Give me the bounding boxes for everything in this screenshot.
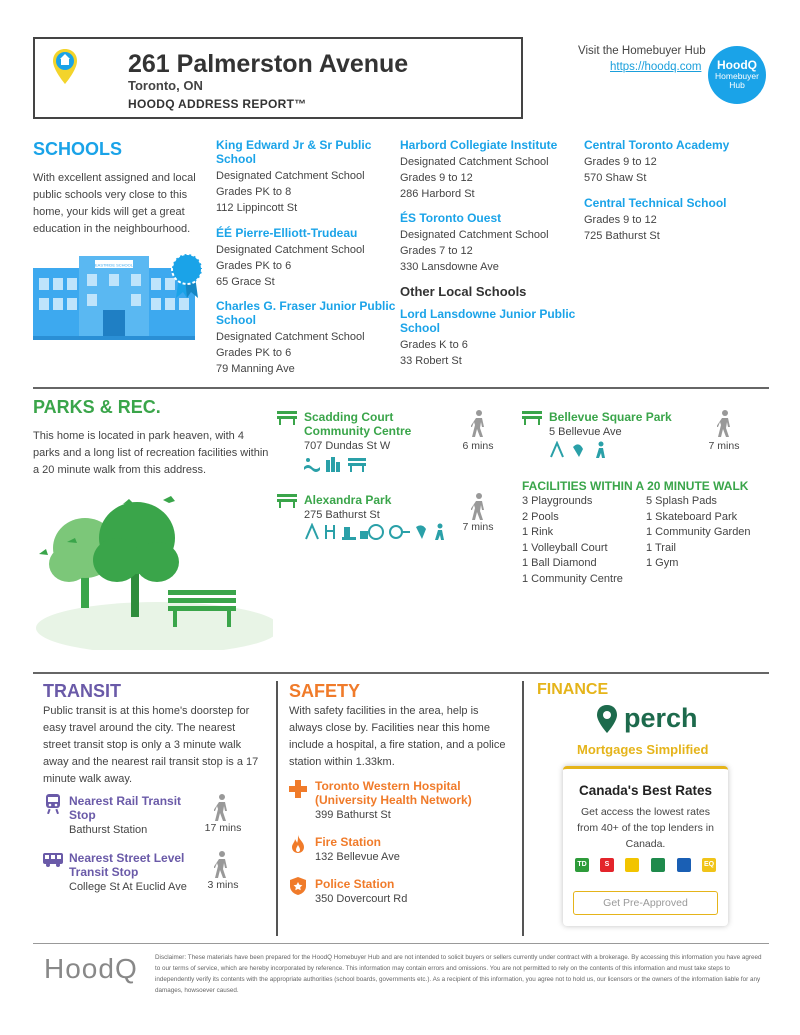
school-address: 79 Manning Ave — [216, 363, 295, 375]
facility-item: 1 Rink — [522, 526, 554, 538]
award-ribbon-icon — [170, 252, 204, 300]
school-address: 112 Lippincott St — [216, 202, 298, 214]
schools-description: With excellent assigned and local public schools very close to this home, your kids will get a great education in the neighbourhood. — [33, 172, 196, 235]
hospital-item[interactable] — [315, 779, 515, 823]
facilities-list-right — [646, 494, 751, 572]
school-address: 330 Lansdowne Ave — [400, 261, 499, 273]
school-card[interactable] — [216, 299, 396, 377]
bank-logo-icon: EQ — [702, 858, 716, 872]
park-bench-icon — [522, 411, 542, 425]
rail-transit-stop: Bathurst Station — [69, 824, 148, 836]
park-name[interactable]: Alexandra Park — [304, 493, 392, 507]
facility-item: 1 Volleyball Court — [522, 541, 608, 554]
disclaimer-text: Disclaimer: These materials have been prepared for the HoodQ Homebuyer Hub and are not intended to solicit buyers or sellers currently under contract with a brokerage. By accessing this information you have agreed to our terms of service, which are hereby incorporated by reference. This information may contain errors and omissions. You are not permitted to rely on the contents of this information and must take steps to independently verify its contents with the appropriate authorities (school boards, governments etc.). As a recipient of this information, you agree not to hold us, our licensors or the owners of the information liable for any damages, howsoever caused. — [155, 954, 762, 994]
school-type: Designated Catchment School — [216, 170, 365, 182]
facility-item: 1 Trail — [646, 541, 676, 554]
report-label: HOODQ ADDRESS REPORT™ — [128, 97, 307, 111]
school-name[interactable]: Central Technical School — [584, 196, 727, 210]
hospital-address: 399 Bathurst St — [315, 809, 391, 821]
parks-description: This home is located in park heaven, with 4 parks and a long list of recreation facilities within a 20 minute walk from this address. — [33, 430, 269, 476]
school-card[interactable] — [216, 138, 396, 216]
rates-card-text: Get access the lowest rates from 40+ of the top lenders in Canada. — [577, 806, 714, 850]
hospital-cross-icon — [289, 780, 307, 798]
school-type: Designated Catchment School — [400, 156, 549, 168]
school-grades: Grades PK to 8 — [216, 186, 292, 198]
facility-item: 1 Gym — [646, 557, 679, 569]
police-station-name[interactable]: Police Station — [315, 877, 395, 891]
school-name[interactable]: Lord Lansdowne Junior Public School — [400, 307, 576, 335]
rail-transit-item[interactable] — [69, 794, 194, 838]
park-item[interactable] — [304, 410, 454, 454]
school-grades: Grades 9 to 12 — [584, 214, 657, 226]
fire-station-address: 132 Bellevue Ave — [315, 851, 400, 863]
park-item[interactable] — [304, 493, 454, 523]
walk-time: 17 mins — [204, 822, 242, 834]
schools-section-title: SCHOOLS — [33, 139, 123, 159]
school-type: Designated Catchment School — [216, 331, 365, 343]
park-name[interactable]: Bellevue Square Park — [549, 410, 672, 424]
facility-item: 3 Playgrounds — [522, 495, 593, 507]
hospital-name[interactable]: Toronto Western Hospital (University Health Network) — [315, 779, 472, 807]
bank-logo-icon: S — [600, 858, 614, 872]
transit-description: Public transit is at this home's doorstep for easy travel around the city. The nearest street transit stop is only a 3 minute walk away and the nearest rail transit stop is a 17 minute walk away. — [43, 705, 259, 785]
facility-item: 1 Community Garden — [646, 526, 751, 538]
other-schools-title: Other Local Schools — [400, 284, 527, 299]
park-facility-icons — [304, 456, 368, 472]
school-card[interactable] — [584, 196, 764, 244]
safety-description: With safety facilities in the area, help is always close by. Facilities near this home include a hospital, a fire station, and a police station within 1.33km. — [289, 705, 506, 768]
bank-logo-icon — [625, 858, 639, 872]
column-divider — [522, 681, 524, 936]
school-name[interactable]: Charles G. Fraser Junior Public School — [216, 299, 396, 327]
school-card[interactable] — [400, 211, 580, 275]
school-name[interactable]: Harbord Collegiate Institute — [400, 138, 558, 152]
footer-divider — [33, 943, 769, 944]
perch-logo[interactable]: perch — [624, 703, 698, 733]
hoodq-footer-logo: HoodQ — [44, 953, 138, 984]
rail-transit-label[interactable]: Nearest Rail Transit Stop — [69, 794, 182, 822]
fire-station-name[interactable]: Fire Station — [315, 835, 382, 849]
park-bench-icon — [277, 494, 297, 508]
walk-time: 7 mins — [462, 521, 494, 533]
bus-icon — [43, 853, 63, 867]
park-facility-icons — [304, 523, 454, 541]
school-card[interactable] — [584, 138, 764, 186]
school-address: 570 Shaw St — [584, 172, 647, 184]
school-address: 286 Harbord St — [400, 188, 475, 200]
bank-logo-icon: TD — [575, 858, 589, 872]
perch-pin-icon — [597, 705, 617, 733]
school-name[interactable]: ÉÉ Pierre-Elliott-Trudeau — [216, 226, 358, 240]
school-grades: Grades PK to 6 — [216, 347, 292, 359]
parks-section-title — [33, 397, 161, 418]
walking-person-icon — [717, 410, 733, 438]
school-type: Designated Catchment School — [400, 229, 549, 241]
walking-person-icon — [471, 410, 487, 438]
school-sign-text: EASTRIDE SCHOOL — [94, 262, 134, 268]
facility-item: 1 Ball Diamond — [522, 557, 597, 569]
transit-section-title: TRANSIT — [43, 681, 121, 701]
column-divider — [276, 681, 278, 936]
facilities-title: FACILITIES WITHIN A 20 MINUTE WALK — [522, 479, 749, 493]
section-divider — [33, 387, 769, 389]
location-pin-icon — [52, 48, 78, 86]
school-grades: Grades PK to 6 — [216, 260, 292, 272]
walking-person-icon — [214, 794, 230, 822]
school-name[interactable]: King Edward Jr & Sr Public School — [216, 138, 372, 166]
hub-link[interactable]: https://hoodq.com — [610, 61, 702, 73]
hoodq-hub-badge[interactable] — [708, 46, 766, 104]
street-transit-item[interactable] — [69, 851, 194, 895]
park-item[interactable] — [549, 410, 699, 440]
school-card[interactable] — [216, 226, 396, 290]
park-address: 275 Bathurst St — [304, 509, 380, 521]
section-divider — [33, 672, 769, 674]
walking-person-icon — [214, 851, 230, 879]
school-type: Designated Catchment School — [216, 244, 365, 256]
bank-logo-icon — [677, 858, 691, 872]
police-station-address: 350 Dovercourt Rd — [315, 893, 408, 905]
get-pre-approved-button[interactable]: Get Pre-Approved — [573, 891, 718, 915]
park-facility-icons — [549, 441, 609, 459]
facility-item: 5 Splash Pads — [646, 495, 717, 507]
school-grades: Grades 9 to 12 — [400, 172, 473, 184]
fire-station-item[interactable] — [315, 835, 515, 865]
park-illustration — [33, 490, 273, 650]
park-name[interactable]: Scadding Court Community Centre — [304, 410, 412, 438]
facility-item: 1 Skateboard Park — [646, 510, 738, 523]
street-transit-stop: College St At Euclid Ave — [69, 881, 187, 893]
school-address: 33 Robert St — [400, 355, 462, 367]
train-icon — [45, 794, 61, 814]
rates-card-title: Canada's Best Rates — [578, 783, 713, 798]
walking-person-icon — [471, 493, 487, 521]
safety-section-title: SAFETY — [289, 681, 361, 701]
finance-section-title: FINANCE — [537, 681, 609, 698]
school-grades: Grades 9 to 12 — [584, 156, 657, 168]
walk-time: 7 mins — [708, 440, 740, 452]
badge-brand: HoodQ — [717, 58, 757, 72]
facility-item: 1 Community Centre — [522, 572, 623, 585]
badge-line1: Homebuyer — [715, 71, 759, 81]
parks-title-word: PARKS — [33, 397, 95, 417]
walk-time: 3 mins — [207, 879, 239, 891]
parks-title-rec: & REC. — [99, 397, 161, 417]
rates-card — [563, 766, 728, 926]
school-name[interactable]: Central Toronto Academy — [584, 138, 730, 152]
school-address: 725 Bathurst St — [584, 230, 660, 242]
school-address: 65 Grace St — [216, 276, 275, 288]
bank-logo-icon — [651, 858, 665, 872]
visit-hub-text: Visit the Homebuyer Hub — [578, 45, 706, 57]
school-card[interactable] — [400, 307, 580, 369]
school-card[interactable] — [400, 138, 580, 202]
police-station-item[interactable] — [315, 877, 515, 907]
fire-icon — [292, 835, 304, 853]
facility-item: 2 Pools — [522, 510, 559, 523]
perch-tagline: Mortgages Simplified — [577, 742, 709, 757]
park-bench-icon — [277, 411, 297, 425]
police-badge-icon — [290, 877, 306, 895]
park-address: 5 Bellevue Ave — [549, 426, 622, 438]
address-city: Toronto, ON — [128, 78, 203, 93]
park-address: 707 Dundas St W — [304, 440, 391, 452]
school-grades: Grades K to 6 — [400, 339, 468, 351]
address-title: 261 Palmerston Avenue — [128, 50, 409, 78]
school-name[interactable]: ÉS Toronto Ouest — [400, 211, 502, 225]
badge-line2: Hub — [729, 80, 745, 90]
street-transit-label[interactable]: Nearest Street Level Transit Stop — [69, 851, 185, 879]
facilities-list-left — [522, 494, 623, 587]
school-grades: Grades 7 to 12 — [400, 245, 473, 257]
walk-time: 6 mins — [462, 440, 494, 452]
